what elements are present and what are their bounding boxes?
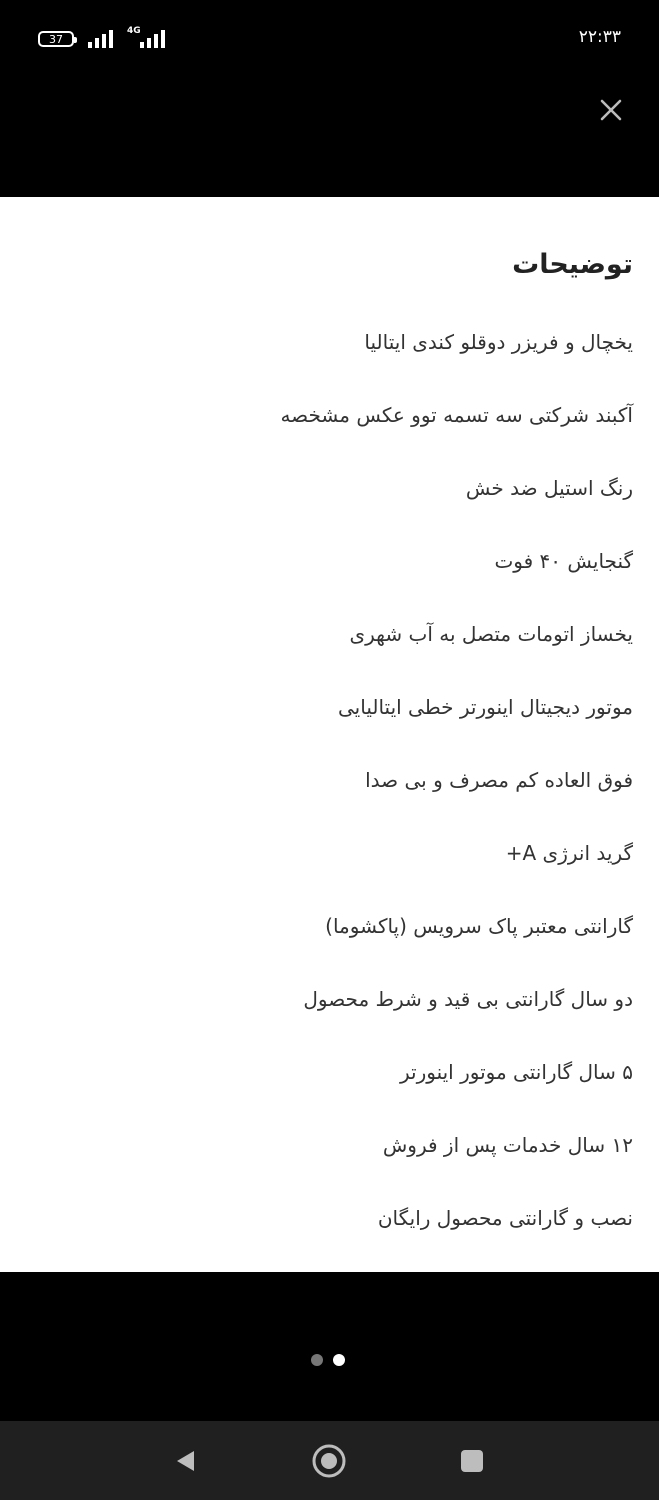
description-line: فوق العاده کم مصرف و بی صدا	[365, 768, 633, 792]
description-line: گنجایش ۴۰ فوت	[494, 549, 633, 573]
close-icon[interactable]	[597, 96, 625, 124]
mobile-signal-icon	[140, 28, 168, 48]
description-line: نصب و گارانتی محصول رایگان	[377, 1206, 633, 1230]
status-time: ۲۲:۳۳	[578, 27, 621, 47]
battery-level: 37	[49, 32, 63, 46]
system-navigation-bar	[0, 1421, 659, 1500]
panel-title: توضیحات	[512, 249, 633, 280]
description-line: موتور دیجیتال اینورتر خطی ایتالیایی	[337, 695, 633, 719]
page-indicator	[311, 1354, 345, 1366]
back-triangle-icon[interactable]	[166, 1441, 206, 1481]
description-line: ۵ سال گارانتی موتور اینورتر	[399, 1060, 633, 1084]
description-panel	[0, 197, 659, 1272]
page-dot-2-active[interactable]	[333, 1354, 345, 1366]
home-circle-icon[interactable]	[309, 1441, 349, 1481]
recents-square-icon[interactable]	[452, 1441, 492, 1481]
description-line: گرید انرژی A+	[505, 841, 633, 865]
description-line: دو سال گارانتی بی قید و شرط محصول	[303, 987, 633, 1011]
description-line: رنگ استیل ضد خش	[465, 476, 633, 500]
description-line: آکبند شرکتی سه تسمه توو عکس مشخصه	[280, 403, 633, 427]
battery-icon	[38, 31, 74, 47]
description-line: یخچال و فریزر دوقلو کندی ایتالیا	[364, 330, 633, 354]
signal-strength-icon	[88, 28, 120, 48]
status-bar	[0, 0, 659, 80]
description-line: یخساز اتومات متصل به آب شهری	[349, 622, 633, 646]
description-line: ۱۲ سال خدمات پس از فروش	[382, 1133, 633, 1157]
description-line: گارانتی معتبر پاک سرویس (پاکشوما)	[325, 914, 633, 938]
network-type-label: 4G	[127, 26, 141, 36]
page-dot-1[interactable]	[311, 1354, 323, 1366]
